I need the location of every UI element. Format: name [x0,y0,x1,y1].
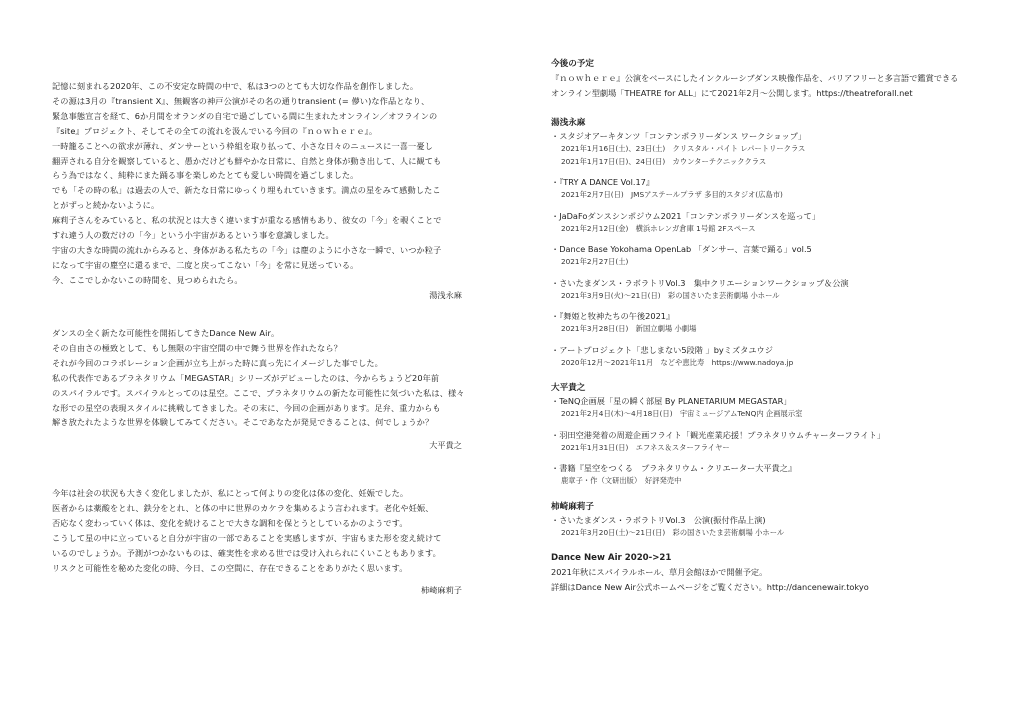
artist-section-ohira [551,381,991,488]
essay-yuasa [52,79,472,302]
event-detail: 2021年2月12日(金) 横浜ホレンガ倉庫 1号館 2Fスペース [561,223,756,233]
festival-line: 詳細はDance New Air公式ホームページをご覧ください。http://dancenewair.tokyo [551,581,869,592]
essay-line: それが今回のコラボレーション企画が立ち上がった時に真っ先にイメージした事でした。 [52,357,383,368]
essay-signature: 大平貴之 [429,440,462,451]
essay-line: 解き放たれたような世界を体験してみてください。そこであなたが発見できることは、何でしょうか？ [52,417,434,428]
essay-kakizaki [52,486,472,597]
essay-ohira [52,326,472,452]
event-item [551,130,991,168]
event-detail: 2021年3月28日(日) 新国立劇場 小劇場 [561,324,697,333]
event-item [551,429,991,455]
essay-line: いるのでしょうか。予測がつかないものは、確実性を求める世では受け入れられにくいこともあります。 [52,547,441,558]
schedule-heading: 今後の予定 [551,59,594,69]
event-detail: 2021年2月4日(木)～4月18日(日) 宇宙ミュージアムTeNQ内 企画展示室 [561,409,803,418]
event-title: ・スタジオアーキタンツ「コンテンポラリーダンス ワークショップ」 [551,131,807,141]
essay-line: 一時籠ることへの欲求が薄れ、ダンサーという枠組を取り払って、小さな日々のニュースに一喜一憂し [52,140,433,151]
event-item [551,344,991,370]
event-item [551,514,991,540]
essay-line: 今、ここでしかないこの時間を、見つめられたら。 [52,274,243,285]
event-title: ・羽田空港発着の周遊企画フライト「観光産業応援！プラネタリウムチャーターフライト」 [551,429,886,440]
schedule-section [551,57,991,100]
event-item [551,277,991,303]
event-title: ・TeNQ企画展「星の瞬く部屋 By PLANETARIUM MEGASTAR」 [551,396,792,406]
event-detail: 2020年12月～2021年11月 などや恵比寿 https://www.nadoya.jp [561,357,794,367]
event-item [551,176,991,202]
essay-line: その源は3月の『transient X』、無観客の神戸公演がその名の通りtransient (= 儚い)な作品となり、 [52,95,430,106]
event-title: ・Dance Base Yokohama OpenLab 「ダンサー、言葉で踊る」vol.5 [551,244,812,254]
event-detail: 2021年3月20日(土)～21日(日) 彩の国さいたま芸術劇場 小ホール [561,527,785,537]
essay-line: こうして星の中に立っていると自分が宇宙の一部であることを実感しますが、宇宙もまた形を変え続けて [52,532,442,543]
essay-line: 医者からは薬酸をとれ、鉄分をとれ、と体の中に世界のカケラを集めるよう言われます。老化や妊娠、 [52,502,434,513]
event-detail: 2021年1月17日(日)、24日(日) カウンターテクニッククラス [561,156,767,166]
event-title: ・JaDaFoダンスシンポジウム2021「コンテンポラリーダンスを巡って」 [551,210,821,221]
essay-line: らう為ではなく、純粋にまた踊る事を楽しめたとても愛しい時間を過ごしました。 [52,170,359,181]
essay-line: ダンスの全く新たな可能性を開拓してきたDance New Air。 [52,328,280,338]
event-detail: 2021年1月31日(日) エフネス＆スターフライヤー [561,442,730,452]
event-item [551,310,991,336]
essay-line: 麻莉子さんをみていると、私の状況とは大きく違いますが重なる感情もあり、彼女の「今」を覗くことで [52,215,442,226]
essay-line: 今年は社会の状況も大きく変化しましたが、私にとって何よりの変化は体の変化、妊娠でした。 [52,488,409,498]
essay-line: その自由さの極致として、もし無限の宇宙空間の中で舞う世界を作れたなら？ [52,342,342,353]
schedule-line: オンライン型劇場「THEATRE for ALL」にて2021年2月～公開します。https://theatreforall.net [551,87,913,98]
event-title: ・さいたまダンス・ラボラトリVol.3 公演(振付作品上演) [551,514,766,525]
essay-line: な形での星空の表現スタイルに挑戦してきました。その末に、今回の企画があります。足弁、重力からも [52,402,441,413]
essay-signature: 柿崎麻莉子 [421,585,462,596]
essay-line: 否応なく変わっていく体は、変化を続けることで大きな調和を保とうとしているかのようです。 [52,517,408,528]
schedule-line: 『ｎｏｗｈｅｒｅ』公演をベースにしたインクルーシブダンス映像作品を、バリアフリーと多言語で鑑賞できる [551,73,959,83]
info-column [551,57,991,606]
essay-line: すれ違う人の数だけの「今」という小宇宙があるという事を意識しました。 [52,230,334,241]
event-detail: 2021年2月27日(土) [561,257,629,266]
event-detail: 2021年1月16日(土)、23日(土) クリスタル・パイト レパートリークラス [561,144,806,153]
artist-section-yuasa [551,116,991,369]
event-title: ・アートプロジェクト「悲しまない5段階 」byミズタユウジ [551,344,773,355]
artist-heading: 柿崎麻莉子 [551,501,594,512]
artist-heading: 大平貴之 [551,383,586,393]
essay-line: 記憶に刻まれる2020年、この不安定な時間の中で、私は3つのとても大切な作品を創作しました。 [52,81,419,91]
event-detail: 2021年3月9日(火)～21日(日) 彩の国さいたま芸術劇場 小ホール [561,290,780,300]
event-title: ・『TRY A DANCE Vol.17』 [551,177,655,187]
artist-heading: 湯浅永麻 [551,118,586,128]
essay-line: 宇宙の大きな時間の流れからみると、身体がある私たちの「今」は塵のように小さな一瞬で、いつか粒子 [52,244,442,255]
event-item [551,210,991,236]
event-item [551,243,991,269]
event-detail: 鹿章子・作（文研出版） 好評発売中 [561,476,682,485]
essay-line: とがずっと続かないように。 [52,200,160,211]
festival-line: 2021年秋にスパイラルホール、草月会館ほかで開催予定。 [551,567,768,577]
essay-signature: 湯浅永麻 [429,289,462,300]
essay-line: 私の代表作であるプラネタリウム「MEGASTAR」シリーズがデビューしたのは、今からちょうど20年前 [52,372,440,383]
event-title: ・さいたまダンス・ラボラトリVol.3 集中クリエーションワークショップ＆公演 [551,277,849,288]
event-item [551,462,991,488]
event-title: ・『舞姫と牧神たちの午後2021』 [551,311,675,321]
essay-line: でも「その時の私」は過去の人で、新たな日常にゆっくり埋もれていきます。満点の星をみて感動したこ [52,185,441,196]
essay-line: 翻弄される自分を観察していると、愚かだけども鮮やかな日常に、自然と身体が動き出して、人に観ても [52,155,442,166]
essay-line: リスクと可能性を秘めた変化の時、今日、この空間に、存在できることをありがたく思います。 [52,562,408,573]
essay-line: になって宇宙の塵空に還るまで、二度と戻ってこない「今」を常に見送っている。 [52,259,359,270]
essay-line: 緊急事態宣言を経て、6か月間をオランダの自宅で過ごしている間に生まれたオンライン／オフラインの [52,110,438,121]
essay-line: のスパイラルです。スパイラルとってのは星空。ここで、プラネタリウムの新たな可能性に気づいた私は、様々 [52,387,465,398]
festival-section [551,551,991,594]
essay-line: 『site』プロジェクト、そしてその全ての流れを汲んでいる今回の『ｎｏｗｈｅｒｅ』。 [52,125,378,136]
artist-section-kakizaki [551,500,991,540]
event-title: ・書籍『星空をつくる プラネタリウム・クリエーター大平貴之』 [551,463,797,473]
event-item [551,395,991,421]
festival-heading: Dance New Air 2020->21 [551,553,672,563]
event-detail: 2021年2月7日(日) JMSアステールプラザ 多目的スタジオ(広島市) [561,190,783,199]
